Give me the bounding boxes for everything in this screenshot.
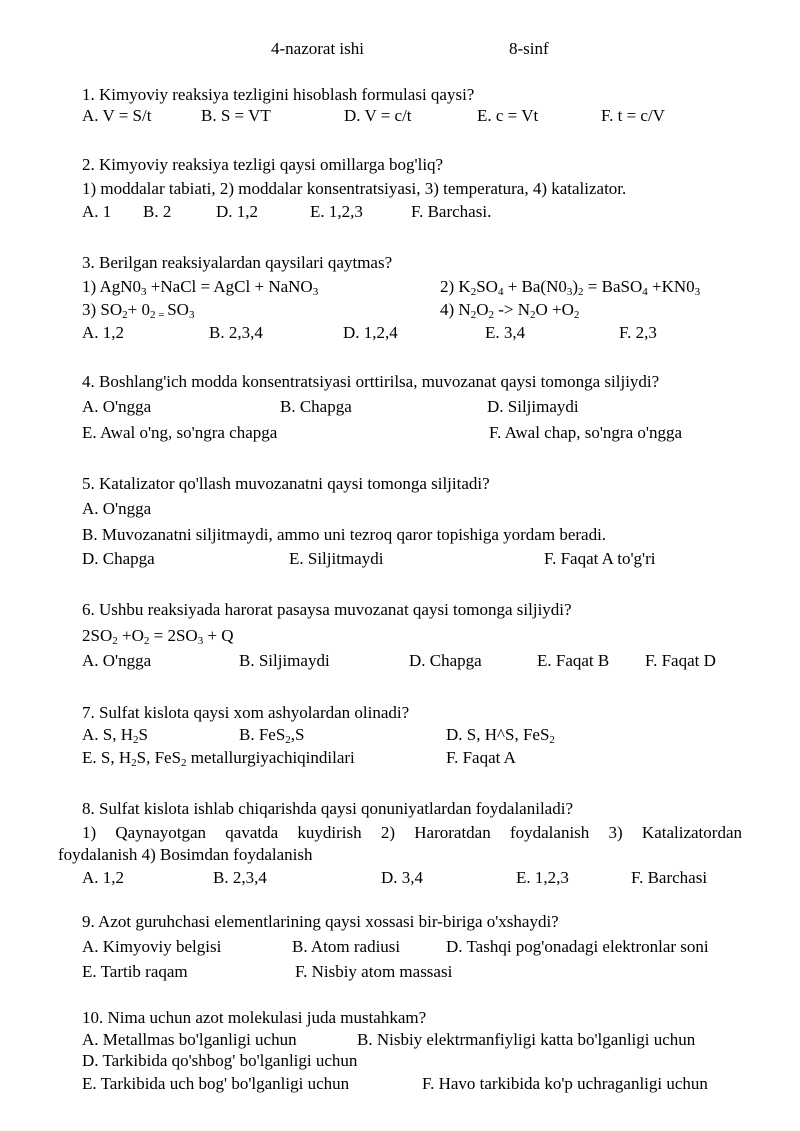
option-e: E. Siljitmaydi [289,549,384,568]
question-text: 10. Nima uchun azot molekulasi juda mustahkam? [82,1008,427,1027]
option-b: B. 2,3,4 [213,868,267,887]
grade-label: 8-sinf [509,39,549,58]
work-title: 4-nazorat ishi [271,39,364,58]
reaction-3: 3) $SO_2+ 0_{2 =}$ $SO_3$ [82,300,195,321]
reaction-1: 1) $AgN0_3$ +NaCl = AgCl + NaNO$_3$ [82,277,319,298]
option-e: E. Awal o'ng, so'ngra chapga [82,423,278,442]
reaction: $2SO_2 +O_2 = 2SO_3 + Q$ [82,626,234,647]
option-b: B. Atom radiusi [292,937,401,956]
option-e: E. 1,2,3 [516,868,569,887]
option-e: E. 3,4 [485,323,526,342]
question-text: 5. Katalizator qo'llash muvozanatni qaysi tomonga siljitadi? [82,474,490,493]
option-f: F. 2,3 [619,323,657,342]
option-a: A. O'ngga [82,397,152,416]
option-d: D. Chapga [82,549,155,568]
option-a: A. O'ngga [82,499,152,518]
option-a: A. V = S/t [82,106,152,125]
option-b: B. S = VT [201,106,271,125]
option-b: B. Nisbiy elektrmanfiyligi katta bo'lganligi uchun [357,1030,696,1049]
question-text: 9. Azot guruhchasi elementlarining qaysi xossasi bir-biriga o'xshaydi? [82,912,559,931]
option-b: B. 2,3,4 [209,323,263,342]
option-e: E. Faqat B [537,651,610,670]
option-d: D. Tashqi pog'onadagi elektronlar soni [446,937,709,956]
option-f: F. Barchasi. [411,202,492,221]
option-d: D. S, H^S, FeS$_2$ [446,725,555,746]
option-a: A. 1 [82,202,112,221]
question-text: 7. Sulfat kislota qaysi xom ashyolardan olinadi? [82,703,410,722]
option-e: E. S, $H_2S$, FeS$_2$ metallurgiyachiqindilari [82,748,355,769]
option-a: A. 1,2 [82,323,125,342]
option-d: D. Tarkibida qo'shbog' bo'lganligi uchun [82,1051,358,1070]
question-text: 2. Kimyoviy reaksiya tezligi qaysi omillarga bog'liq? [82,155,444,174]
option-d: D. 1,2 [216,202,259,221]
question-text: 8. Sulfat kislota ishlab chiqarishda qaysi qonuniyatlardan foydalaniladi? [82,799,573,818]
option-e: E. Tartib raqam [82,962,188,981]
option-f: F. Havo tarkibida ko'p uchraganligi uchun [422,1074,708,1093]
option-f: F. Faqat D [645,651,716,670]
option-b: B. 2 [143,202,172,221]
option-b: B. Chapga [280,397,352,416]
option-d: D. V = c/t [344,106,412,125]
methods-line-2: foydalanish 4) Bosimdan foydalanish [58,845,313,864]
option-d: D. 1,2,4 [343,323,398,342]
option-e: E. Tarkibida uch bog' bo'lganligi uchun [82,1074,350,1093]
reaction-2: 2) $K_2SO_4 + Ba(N0_3)_2$ = BaSO$_4$ $+KN0_3$ [440,277,701,298]
option-f: F. t = c/V [601,106,665,125]
option-b: B. Muvozanatni siljitmaydi, ammo uni tezroq qaror topishiga yordam beradi. [82,525,607,544]
option-f: F. Barchasi [631,868,708,887]
option-e: E. 1,2,3 [310,202,363,221]
option-b: B. Siljimaydi [239,651,330,670]
reaction-4: 4) $N_2O_2 -> N_2O +O_2$ [440,300,580,321]
option-e: E. c = Vt [477,106,539,125]
question-text: 6. Ushbu reaksiyada harorat pasaysa muvozanat qaysi tomonga siljiydi? [82,600,572,619]
option-a: A. O'ngga [82,651,152,670]
factors-list: 1) moddalar tabiati, 2) moddalar konsentratsiyasi, 3) temperatura, 4) katalizator. [82,179,627,198]
option-a: A. 1,2 [82,868,125,887]
option-a: A. Metallmas bo'lganligi uchun [82,1030,297,1049]
option-f: F. Nisbiy atom massasi [295,962,453,981]
question-text: 4. Boshlang'ich modda konsentratsiyasi orttirilsa, muvozanat qaysi tomonga siljiydi? [82,372,660,391]
option-a: A. Kimyoviy belgisi [82,937,222,956]
question-text: 3. Berilgan reaksiyalardan qaysilari qaytmas? [82,253,393,272]
option-d: D. Siljimaydi [487,397,579,416]
option-f: F. Faqat A to'g'ri [544,549,656,568]
option-b: B. FeS$_2$,S [239,725,305,746]
option-d: D. Chapga [409,651,482,670]
question-text: 1. Kimyoviy reaksiya tezligini hisoblash formulasi qaysi? [82,85,475,104]
option-f: F. Awal chap, so'ngra o'ngga [489,423,683,442]
option-d: D. 3,4 [381,868,424,887]
option-a: A. S, $H_2S$ [82,725,148,746]
option-f: F. Faqat A [446,748,516,767]
